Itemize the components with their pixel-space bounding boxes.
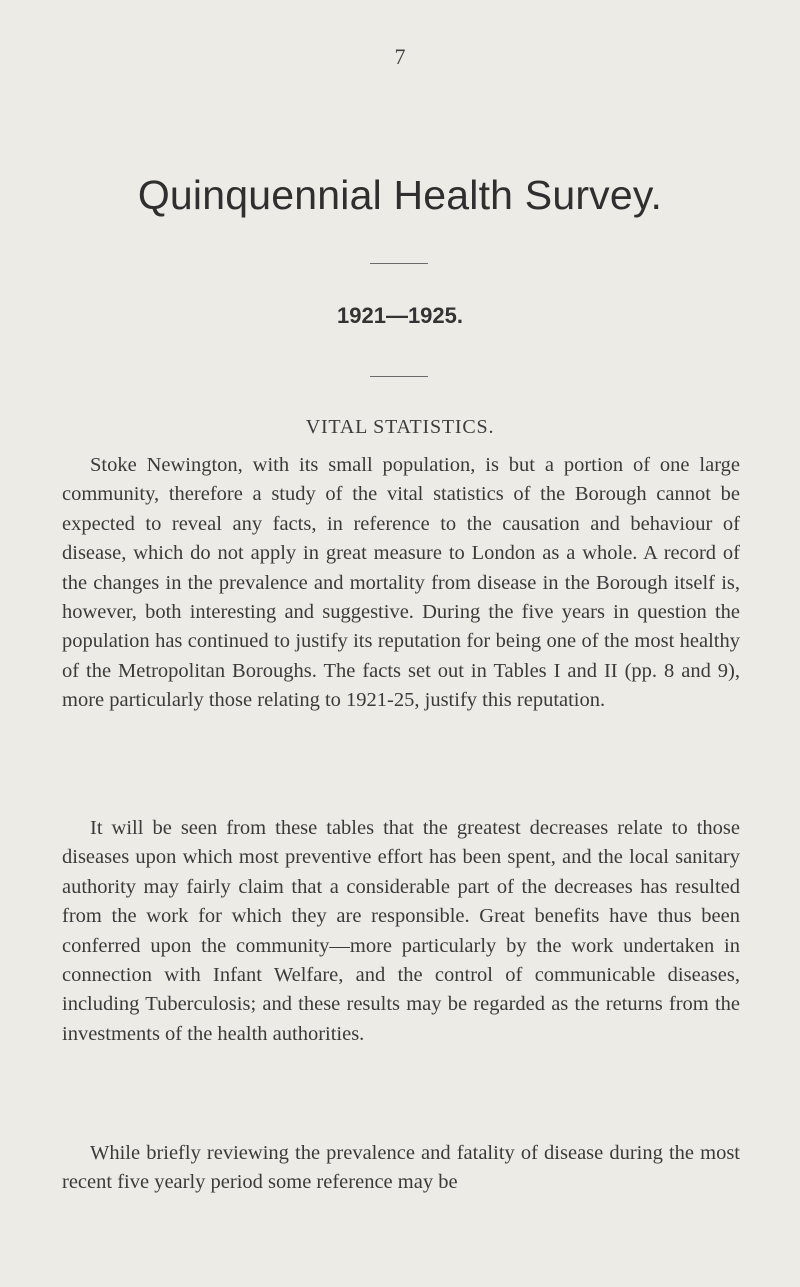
paragraph-reviewing-prevalence: While briefly reviewing the prevalence and fatality of disease during the most recent five yearly period some reference may be bbox=[62, 1142, 740, 1194]
divider-rule-bottom bbox=[370, 376, 428, 377]
survey-years: 1921—1925. bbox=[337, 303, 463, 328]
divider-rule-top bbox=[370, 263, 428, 264]
page-title: Quinquennial Health Survey. bbox=[137, 172, 663, 218]
paragraph-vital-statistics-intro: Stoke Newington, with its small population, is but a portion of one large community, therefore a study of the vital statistics of the Borough cannot be expected to reveal any facts, in reference to the causation and behaviour of disease, which do not apply in great measure to London as a whole. A record of the changes in the prevalence and mortality from disease in the Borough itself is, however, both interesting and suggestive. During the five years in question the population has continued to justify its reputation for being one of the most healthy of the Metropolitan Boroughs. The facts set out in Tables I and II (pp. 8 and 9), more particularly those relating to 1921-25, justify this reputation. bbox=[62, 454, 740, 712]
page-number: 7 bbox=[394, 44, 406, 69]
section-heading: VITAL STATISTICS. bbox=[305, 416, 495, 438]
paragraph-greatest-decreases: It will be seen from these tables that the greatest decreases relate to those diseases upon which most preventive effort has been spent, and the local sanitary authority may fairly claim that a considerable part of the decreases has resulted from the work for which they are responsible. Great benefits have thus been conferred upon the community—more particularly by the work undertaken in connection with Infant Welfare, and the control of communicable diseases, including Tuberculosis; and these results may be regarded as the returns from the investments of the health authorities. bbox=[62, 817, 740, 1045]
